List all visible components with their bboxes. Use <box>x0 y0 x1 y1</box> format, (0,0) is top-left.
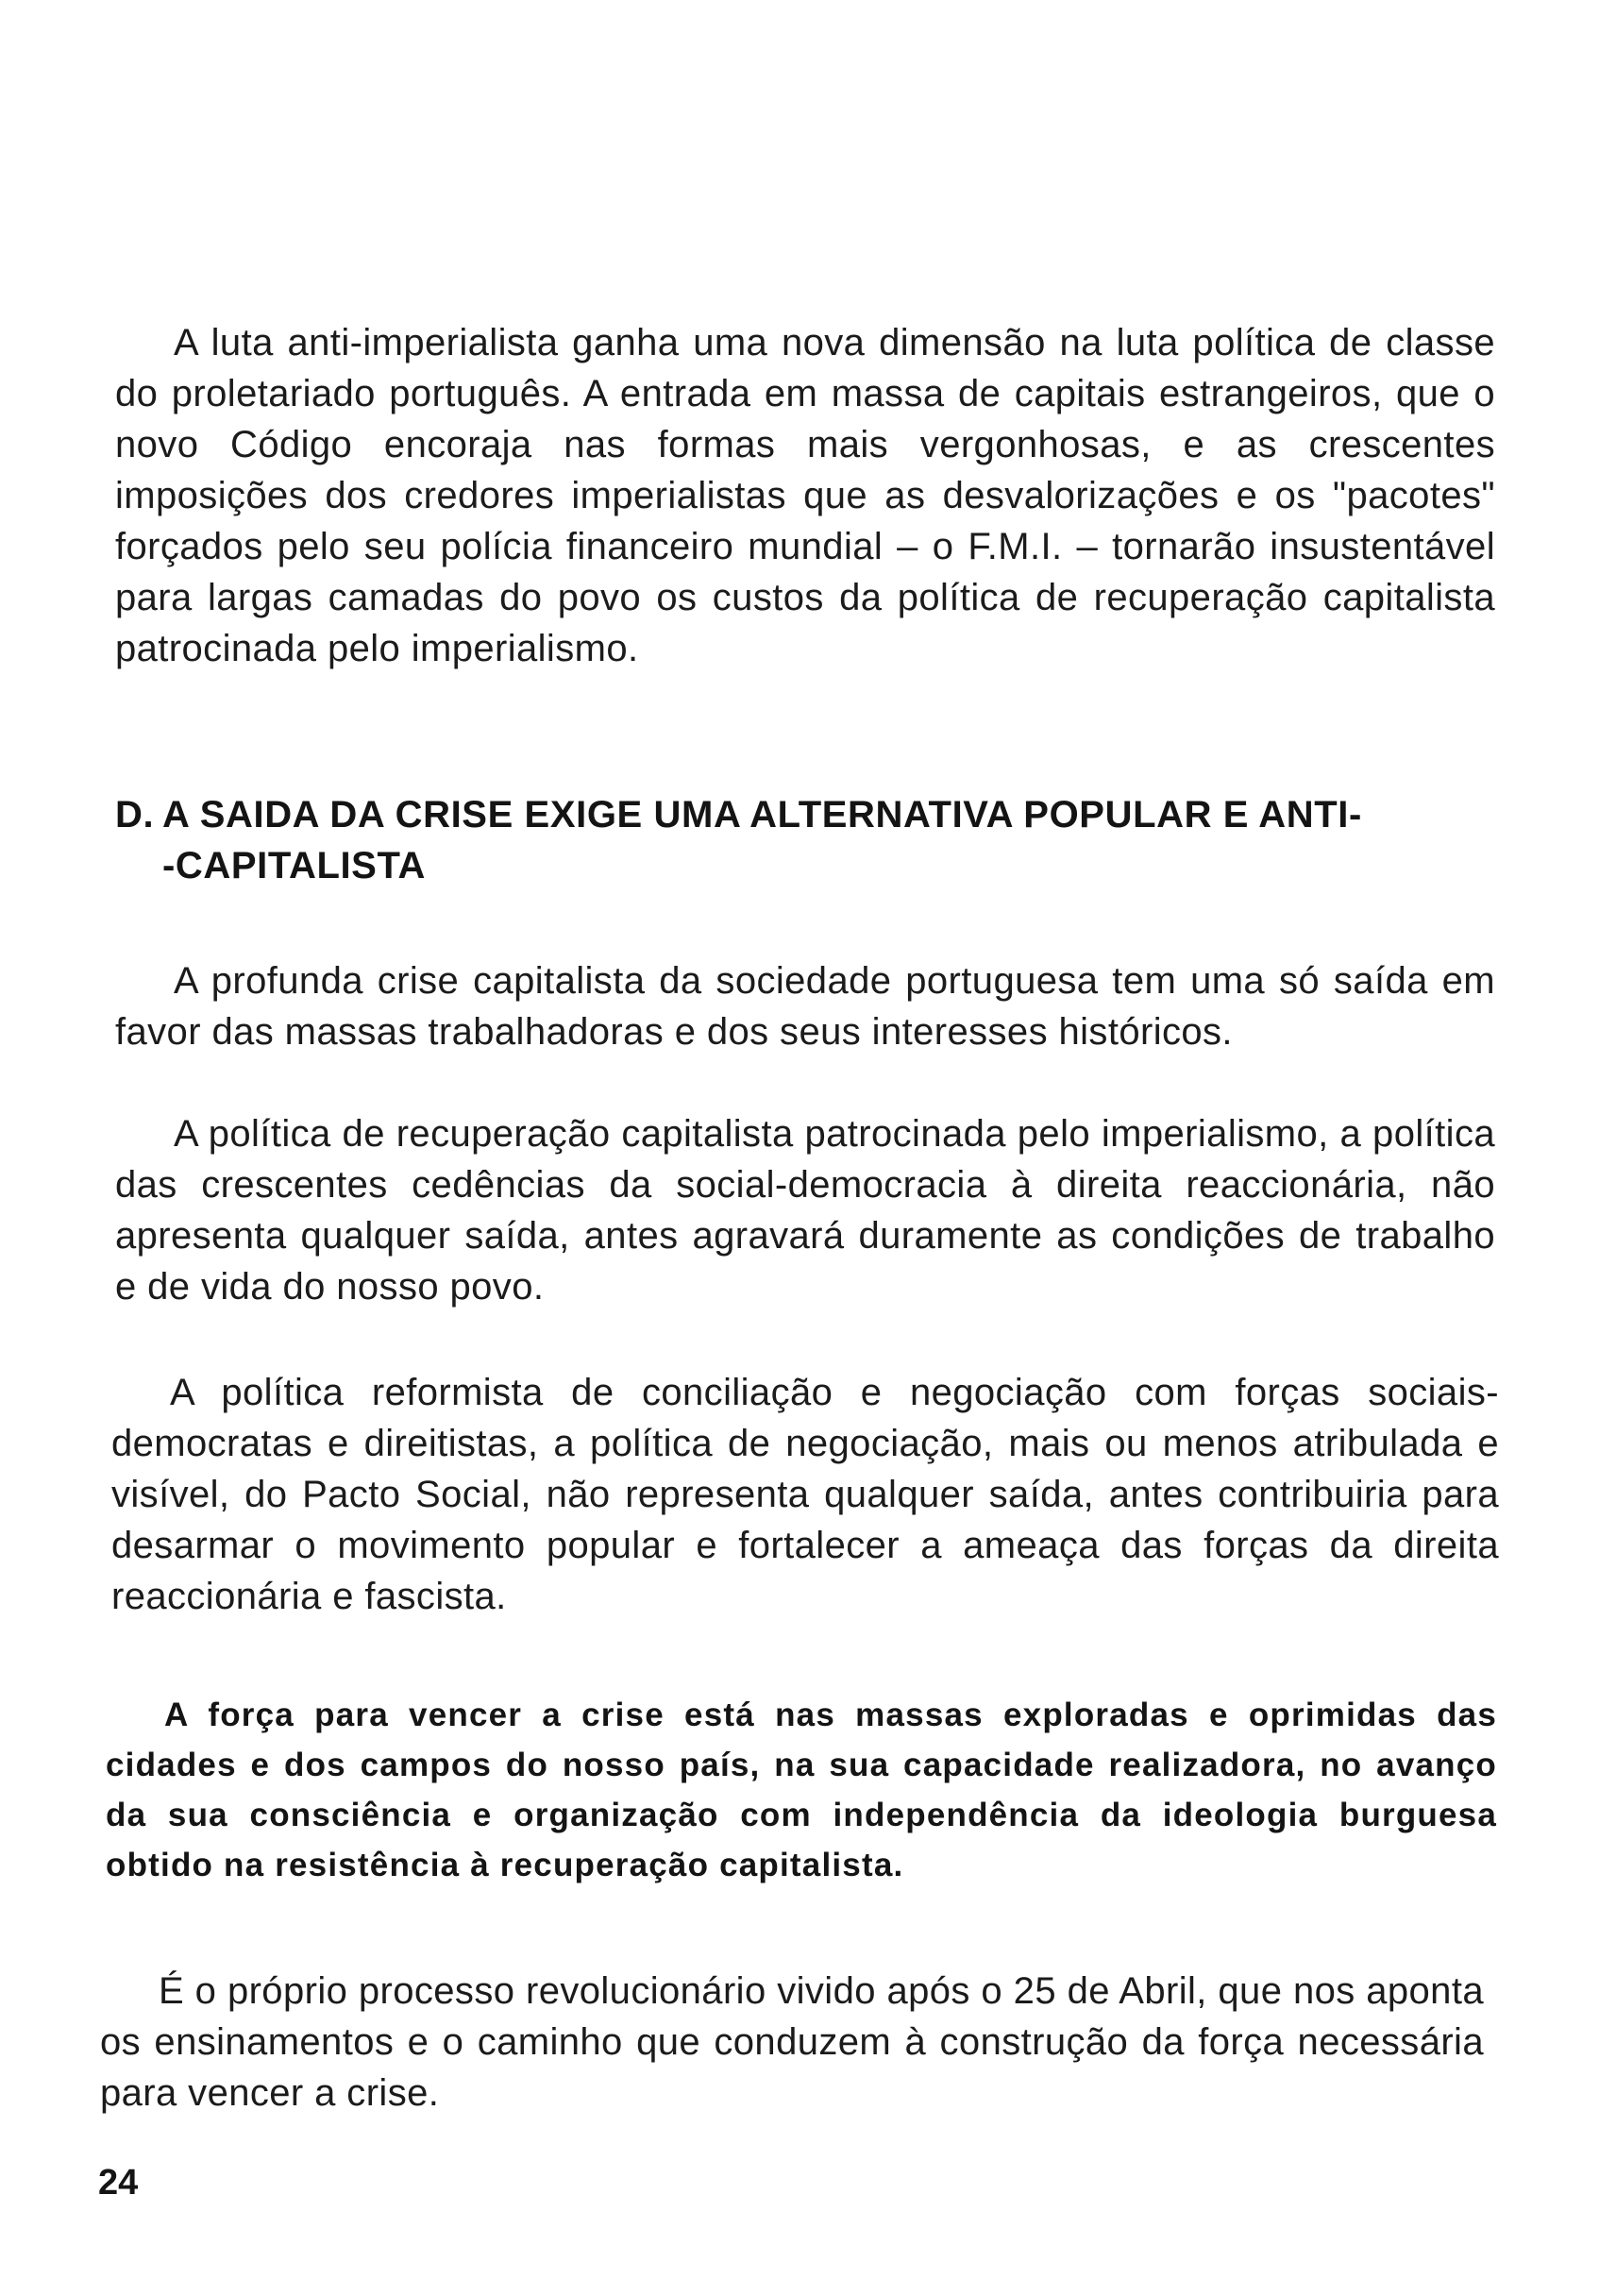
paragraph-force-to-overcome-crisis: A força para vencer a crise está nas massas exploradas e oprimidas das cidades e dos campos do nosso país, na sua capacidade realizadora, no avanço da sua consciência e organização com independência da ideologia burguesa obtido na resistência à recuperação capitalista. <box>106 1697 1497 1883</box>
section-heading <box>115 789 1512 891</box>
page-number: 24 <box>98 2163 139 2203</box>
paragraph-anti-imperialist-struggle: A luta anti-imperialista ganha uma nova dimensão na luta política de classe do proletariado português. A entrada em massa de capitais estrangeiros, que o novo Código encoraja nas formas mais vergonhosas, e as crescentes imposições dos credores imperialistas que as desvalorizações e os "pacotes" forçados pelo seu polícia financeiro mundial – o F.M.I. – tornarão insustentável para largas camadas do povo os custos da política de recuperação capitalista patrocinada pelo imperialismo. <box>115 322 1495 669</box>
paragraph-revolutionary-process: É o próprio processo revolucionário vivido após o 25 de Abril, que nos aponta os ensinamentos e o caminho que conduzem à construção da força necessária para vencer a crise. <box>100 1970 1484 2114</box>
paragraph-recovery-policy: A política de recuperação capitalista patrocinada pelo imperialismo, a política das crescentes cedências da social-democracia à direita reaccionária, não apresenta qualquer saída, antes agravará duramente as condições de trabalho e de vida do nosso povo. <box>115 1113 1495 1308</box>
section-heading-letter: D. <box>115 794 155 836</box>
paragraph-reformist-policy: A política reformista de conciliação e negociação com forças sociais-democratas e direitistas, a política de negociação, mais ou menos atribulada e visível, do Pacto Social, não representa qualquer saída, antes contribuiria para desarmar o movimento popular e fortalecer a ameaça das forças da direita reaccionária e fascista. <box>111 1372 1499 1617</box>
paragraph-deep-crisis: A profunda crise capitalista da sociedade portuguesa tem uma só saída em favor das massas trabalhadoras e dos seus interesses históricos. <box>115 960 1495 1053</box>
section-heading-line-2: -CAPITALISTA <box>162 845 427 886</box>
section-heading-line-1: A SAIDA DA CRISE EXIGE UMA ALTERNATIVA POPULAR E ANTI- <box>162 794 1362 836</box>
